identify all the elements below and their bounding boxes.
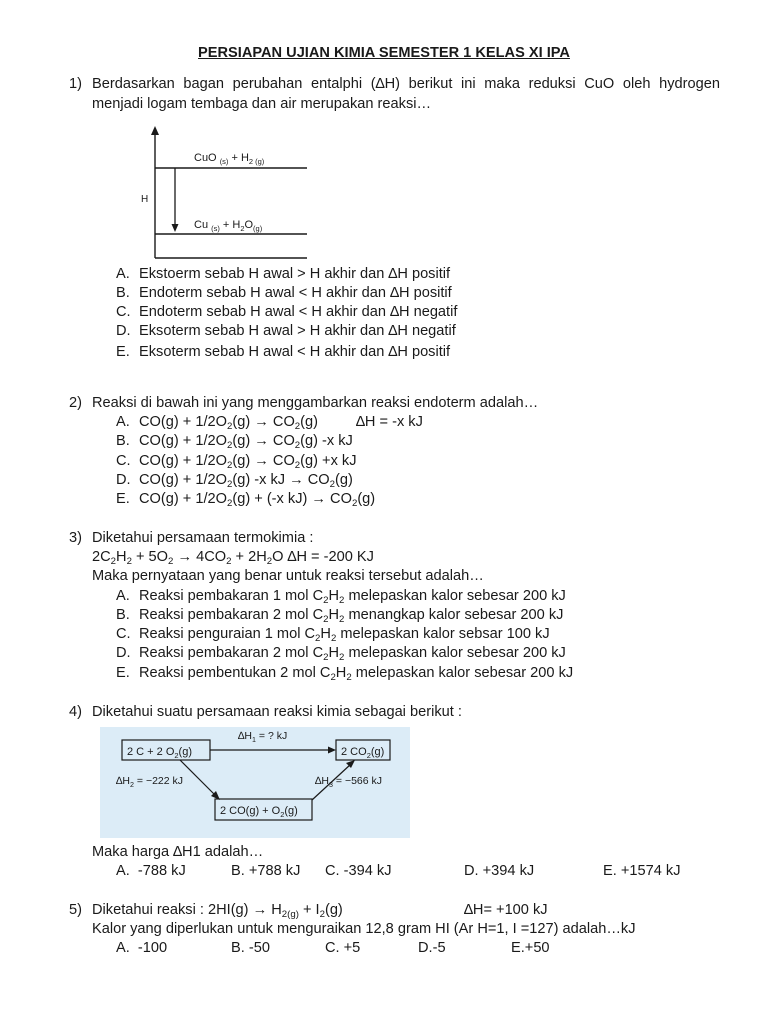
- q5-option-b: [231, 939, 270, 957]
- q2-option-a-enthalpy: ∆H = -x kJ: [356, 414, 423, 430]
- q4-option-d: [464, 862, 534, 880]
- enthalpy-axis-arrowhead: [151, 126, 159, 135]
- hess-cycle-diagram: [100, 727, 410, 838]
- q3-prompt: Maka pernyataan yang benar untuk reaksi tersebut adalah…: [92, 568, 484, 584]
- q5-option-d-letter: D.: [418, 940, 433, 956]
- q4-option-a: [116, 862, 186, 880]
- q4-option-d-letter: D.: [464, 863, 479, 879]
- q1-option-e-letter: E.: [116, 344, 130, 360]
- enthalpy-change-arrowhead: [172, 224, 179, 232]
- q4-number: 4): [69, 704, 82, 720]
- q2-option-b-text: $CO(g) + 1/2O_2(g) \to CO_2(g)$ -x kJ: [139, 433, 353, 452]
- q3-equation: $2C_2H_2 + 5O_2 \to 4CO_2 + 2H_2O$ ∆H = -200 KJ: [92, 549, 374, 568]
- product-level-label: Cu $_{(s)} + H_2O_{(g)}$: [194, 219, 263, 233]
- q1-option-a-text: Ekstoerm sebab H awal > H akhir dan ∆H positif: [139, 266, 451, 282]
- q2-number: 2): [69, 395, 82, 411]
- q3-option-e-text: Reaksi pembentukan 2 mol $C_2H_2$ melepaskan kalor sebesar 200 kJ: [139, 665, 574, 684]
- q3-option-c-letter: C.: [116, 626, 131, 642]
- q5-option-e-text: +50: [524, 940, 550, 956]
- q2-option-b-letter: B.: [116, 433, 130, 449]
- q5-option-c-letter: C.: [325, 940, 340, 956]
- q4-option-b: [231, 862, 300, 880]
- q4-option-e-text: +1574 kJ: [620, 863, 681, 879]
- q1-text-line1: Berdasarkan bagan perubahan entalphi (∆H) berikut ini maka reduksi CuO oleh hydrogen: [92, 76, 720, 92]
- q3-option-c-text: Reaksi penguraian 1 mol $C_2H_2$ melepaskan kalor sebsar 100 kJ: [139, 626, 550, 645]
- q5-option-d: [418, 939, 446, 957]
- q4-option-c: [325, 862, 392, 880]
- q3-option-a-letter: A.: [116, 588, 130, 604]
- q5-option-a-letter: A.: [116, 940, 130, 956]
- q3-option-e-letter: E.: [116, 665, 130, 681]
- q3-option-d-text: Reaksi pembakaran 2 mol $C_2H_2$ melepaskan kalor sebesar 200 kJ: [139, 645, 566, 664]
- q2-option-c-text: $CO(g) + 1/2O_2(g) \to CO_2(g) +x$ kJ: [139, 453, 357, 472]
- q3-option-b-letter: B.: [116, 607, 130, 623]
- enthalpy-axis-label: H: [141, 194, 149, 205]
- q2-option-c-letter: C.: [116, 453, 131, 469]
- dh1-label: $\Delta H_1$ = ? kJ: [238, 730, 288, 744]
- q1-option-b-letter: B.: [116, 285, 130, 301]
- q2-option-d-letter: D.: [116, 472, 131, 488]
- q5-text-line2: Kalor yang diperlukan untuk menguraikan 12,8 gram HI (Ar H=1, I =127) adalah…kJ: [92, 921, 636, 937]
- q4-option-b-letter: B.: [231, 863, 245, 879]
- q5-option-a: [116, 939, 167, 957]
- q5-option-d-text: -5: [432, 940, 446, 956]
- q5-option-c-text: +5: [343, 940, 361, 956]
- intermediate-box-label: 2 $CO(g) + O_2(g)$: [220, 805, 298, 819]
- q5-option-c: [325, 939, 360, 957]
- q5-option-e-letter: E.: [511, 940, 525, 956]
- q1-option-d-text: Eksoterm sebab H awal > H akhir dan ∆H negatif: [139, 323, 456, 339]
- product-box-label: 2 $CO_2(g)$: [341, 746, 385, 760]
- q2-option-a-letter: A.: [116, 414, 130, 430]
- q4-option-e-letter: E.: [603, 863, 617, 879]
- q1-option-e-text: Eksoterm sebab H awal < H akhir dan ∆H positif: [139, 344, 451, 360]
- q5-option-a-text: -100: [137, 940, 168, 956]
- dh2-label: $\Delta H_2 = -222$ kJ: [116, 775, 184, 789]
- dh3-label: $\Delta H_3 = -566$ kJ: [315, 775, 383, 789]
- q3-option-b-text: Reaksi pembakaran 2 mol $C_2H_2$ menangkap kalor sebesar 200 kJ: [139, 607, 564, 626]
- q4-option-d-text: +394 kJ: [482, 863, 535, 879]
- page-title: PERSIAPAN UJIAN KIMIA SEMESTER 1 KELAS XI IPA: [198, 45, 570, 61]
- reactant-level-label: CuO $_{(s)} + H_2$ (g): [194, 152, 265, 166]
- q1-option-d-letter: D.: [116, 323, 131, 339]
- q1-number: 1): [69, 76, 82, 92]
- q5-enthalpy: ∆H= +100 kJ: [464, 902, 548, 918]
- q3-number: 3): [69, 530, 82, 546]
- q4-option-a-letter: A.: [116, 863, 130, 879]
- q2-option-e-letter: E.: [116, 491, 130, 507]
- q4-option-a-text: -788 kJ: [137, 863, 186, 879]
- q5-option-b-letter: B.: [231, 940, 245, 956]
- q1-option-c-text: Endoterm sebab H awal < H akhir dan ∆H negatif: [139, 304, 458, 320]
- q3-option-d-letter: D.: [116, 645, 131, 661]
- q5-option-e: [511, 939, 550, 957]
- q5-option-b-text: -50: [248, 940, 270, 956]
- q2-option-e-text: $CO(g) + 1/2O_2(g) + (-x$ $kJ) \to CO_2(g)$: [139, 491, 376, 510]
- q3-text: Diketahui persamaan termokimia :: [92, 530, 314, 546]
- q4-text: Diketahui suatu persamaan reaksi kimia sebagai berikut :: [92, 704, 462, 720]
- q3-option-a-text: Reaksi pembakaran 1 mol $C_2H_2$ melepaskan kalor sebesar 200 kJ: [139, 588, 566, 607]
- q1-option-b-text: Endoterm sebab H awal < H akhir dan ∆H positif: [139, 285, 452, 301]
- q1-option-c-letter: C.: [116, 304, 131, 320]
- q1-text-line2: menjadi logam tembaga dan air merupakan reaksi…: [92, 96, 432, 112]
- q2-text: Reaksi di bawah ini yang menggambarkan reaksi endoterm adalah…: [92, 395, 539, 411]
- q4-option-e: [603, 862, 681, 880]
- q4-option-c-letter: C.: [325, 863, 340, 879]
- reactants-box-label: 2 C + 2 $O_2(g)$: [127, 746, 192, 760]
- q4-option-b-text: +788 kJ: [248, 863, 301, 879]
- enthalpy-diagram: [130, 122, 310, 262]
- q2-option-d-text: $CO(g) + 1/2O_2(g)$ -x kJ → $CO_2(g)$: [139, 472, 353, 491]
- q5-text: Diketahui reaksi : $2HI(g) \to H_{2(g)} + I_2(g)$: [92, 902, 343, 921]
- q1-option-a-letter: A.: [116, 266, 130, 282]
- q4-option-c-text: -394 kJ: [343, 863, 392, 879]
- q4-prompt: Maka harga ∆H1 adalah…: [92, 844, 264, 860]
- q2-option-a-text: $CO(g) + 1/2O_2(g) \to CO_2(g)$: [139, 414, 318, 433]
- q5-number: 5): [69, 902, 82, 918]
